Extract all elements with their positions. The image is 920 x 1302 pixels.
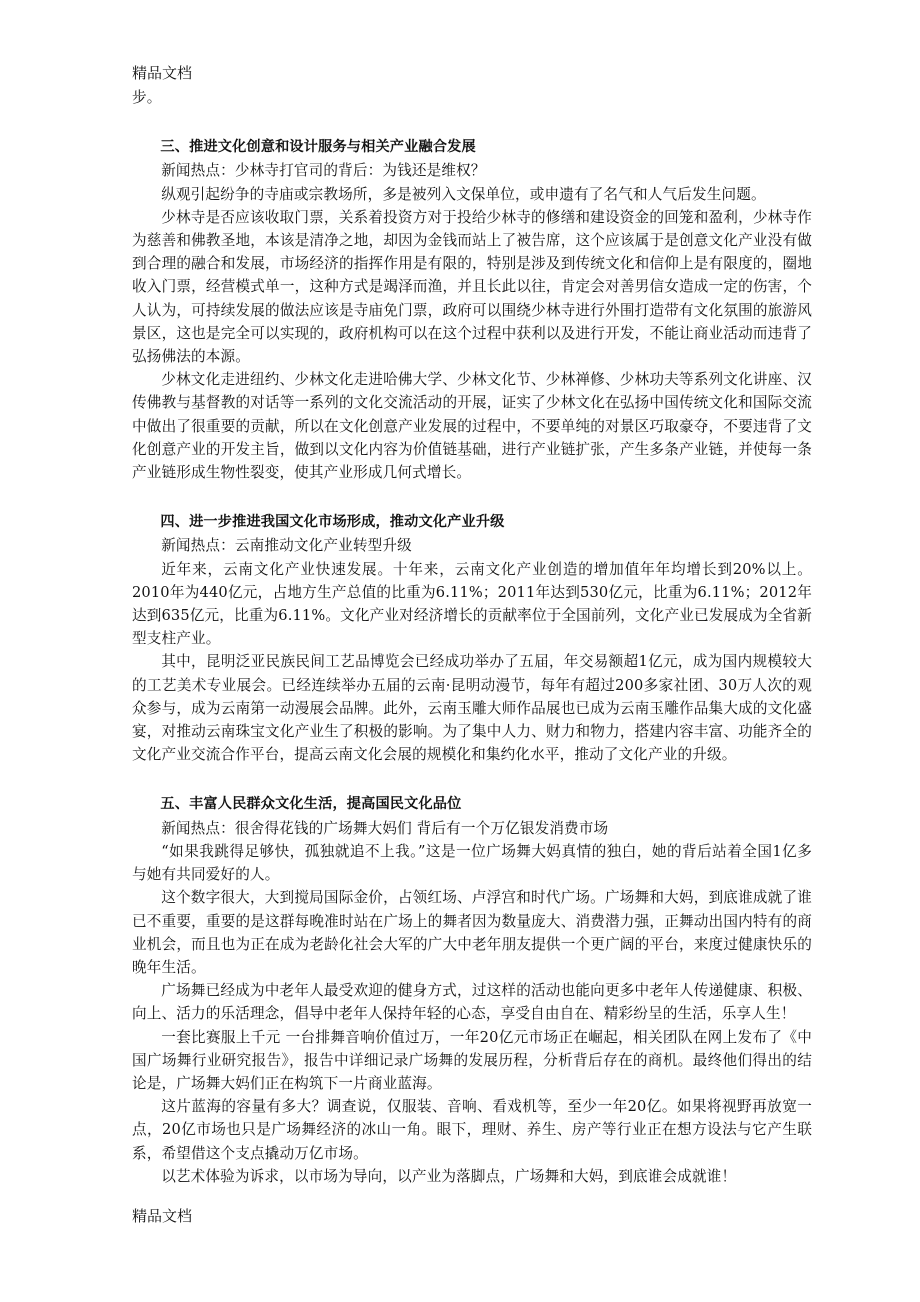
page-header-mark: 精品文档 xyxy=(132,64,193,82)
carryover-text: 步。 xyxy=(132,89,162,106)
section-5-paragraph-6: 以艺术体验为诉求，以市场为导向，以产业为落脚点，广场舞和大妈，到底谁会成就谁！ xyxy=(161,1167,737,1185)
section-4-title: 四、进一步推进我国文化市场形成，推动文化产业升级 xyxy=(160,514,505,531)
section-3-paragraph-3: 少林文化走进纽约、少林文化走进哈佛大学、少林文化节、少林禅修、少林功夫等系列文化讲座、汉传佛教与基督教的对话等一系列的文化交流活动的开展，证实了少林文化在弘扬中国传统文化和国际交流中做出了很重要的贡献，所以在文化创意产业发展的过程中，不要单纯的对景区巧取豪夺，不要违背了文化创意产业的开发主旨，做到以文化内容为价值链基础，进行产业链扩张，产生多条产业链，并使每一条产业链形成生物性裂变，使其产业形成几何式增长。 xyxy=(132,371,812,482)
section-5-paragraph-3: 广场舞已经成为中老年人最受欢迎的健身方式，过这样的活动也能向更多中老年人传递健康、积极、向上、活力的乐活理念，倡导中老年人保持年轻的心态，享受自由自在、精彩纷呈的生活，乐享人生！ xyxy=(132,982,812,1023)
section-4-paragraph-1: 近年来，云南文化产业快速发展。十年来，云南文化产业创造的增加值年年均增长到20%以上。2010年为440亿元，占地方生产总值的比重为6.11%；2011年达到530亿元，比重为6.11%；2012年达到635亿元，比重为6.11%。文化产业对经济增长的贡献率位于全国前列，文化产业已发展成为全省新型支柱产业。 xyxy=(132,560,812,648)
section-5-paragraph-2: 这个数字很大，大到搅局国际金价，占领红场、卢浮宫和时代广场。广场舞和大妈，到底谁成就了谁已不重要，重要的是这群每晚准时站在广场上的舞者因为数量庞大、消费潜力强，正舞动出国内特有的商业机会，而且也为正在成为老龄化社会大军的广大中老年朋友提供一个更广阔的平台，来度过健康快乐的晚年生活。 xyxy=(132,889,812,976)
document-body xyxy=(132,86,812,1188)
section-5-paragraph-1: “如果我跳得足够快，孤独就追不上我。”这是一位广场舞大妈真情的独白，她的背后站着全国1亿多与她有共同爱好的人。 xyxy=(132,842,812,884)
section-5-news: 新闻热点：很舍得花钱的广场舞大妈们 背后有一个万亿银发消费市场 xyxy=(161,819,609,837)
section-5-paragraph-5: 这片蓝海的容量有多大？调查说，仅服装、音响、看戏机等，至少一年20亿。如果将视野再放宽一点，20亿市场也只是广场舞经济的冰山一角。眼下，理财、养生、房产等行业正在想方设法与它产生联系，希望借这个支点撬动万亿市场。 xyxy=(132,1098,812,1162)
section-3-paragraph-2: 少林寺是否应该收取门票，关系着投资方对于投给少林寺的修缮和建设资金的回笼和盈利，少林寺作为慈善和佛教圣地，本该是清净之地，却因为金钱而站上了被告席，这个应该属于是创意文化产业没有做到合理的融合和发展，市场经济的指挥作用是有限的，特别是涉及到传统文化和信仰上是有限度的，圈地收入门票，经营模式单一，这种方式是竭泽而渔，并且长此以往，肯定会对善男信女造成一定的伤害，个人认为，可持续发展的做法应该是寺庙免门票，政府可以围绕少林寺进行外围打造带有文化氛围的旅游风景区，这也是完全可以实现的，政府机构可以在这个过程中获利以及进行开发，不能让商业活动而违背了弘扬佛法的本源。 xyxy=(132,208,812,366)
page-footer-mark: 精品文档 xyxy=(132,1207,193,1225)
section-3-paragraph-1: 纵观引起纷争的寺庙或宗教场所，多是被列入文保单位，或申遗有了名气和人气后发生问题。 xyxy=(161,185,766,203)
section-5-paragraph-4: 一套比赛服上千元 一台排舞音响价值过万，一年20亿元市场正在崛起，相关团队在网上发布了《中国广场舞行业研究报告》，报告中详细记录广场舞的发展历程，分析背后存在的商机。最终他们得出的结论是，广场舞大妈们正在构筑下一片商业蓝海。 xyxy=(132,1028,812,1092)
section-3-news: 新闻热点：少林寺打官司的背后：为钱还是维权？ xyxy=(161,162,486,180)
section-4-paragraph-2: 其中，昆明泛亚民族民间工艺品博览会已经成功举办了五届，年交易额超1亿元，成为国内规模较大的工艺美术专业展会。已经连续举办五届的云南·昆明动漫节，每年有超过200多家社团、30万人次的观众参与，成为云南第一动漫展会品牌。此外，云南玉雕大师作品展也已成为云南玉雕作品集大成的文化盛宴，对推动云南珠宝文化产业生了积极的影响。为了集中人力、财力和物力，搭建内容丰富、功能齐全的文化产业交流合作平台，提高云南文化会展的规模化和集约化水平，推动了文化产业的升级。 xyxy=(132,653,812,764)
section-3-title: 三、推进文化创意和设计服务与相关产业融合发展 xyxy=(160,139,476,156)
section-4-news: 新闻热点：云南推动文化产业转型升级 xyxy=(161,537,412,555)
section-5-title: 五、丰富人民群众文化生活，提高国民文化品位 xyxy=(160,796,462,813)
